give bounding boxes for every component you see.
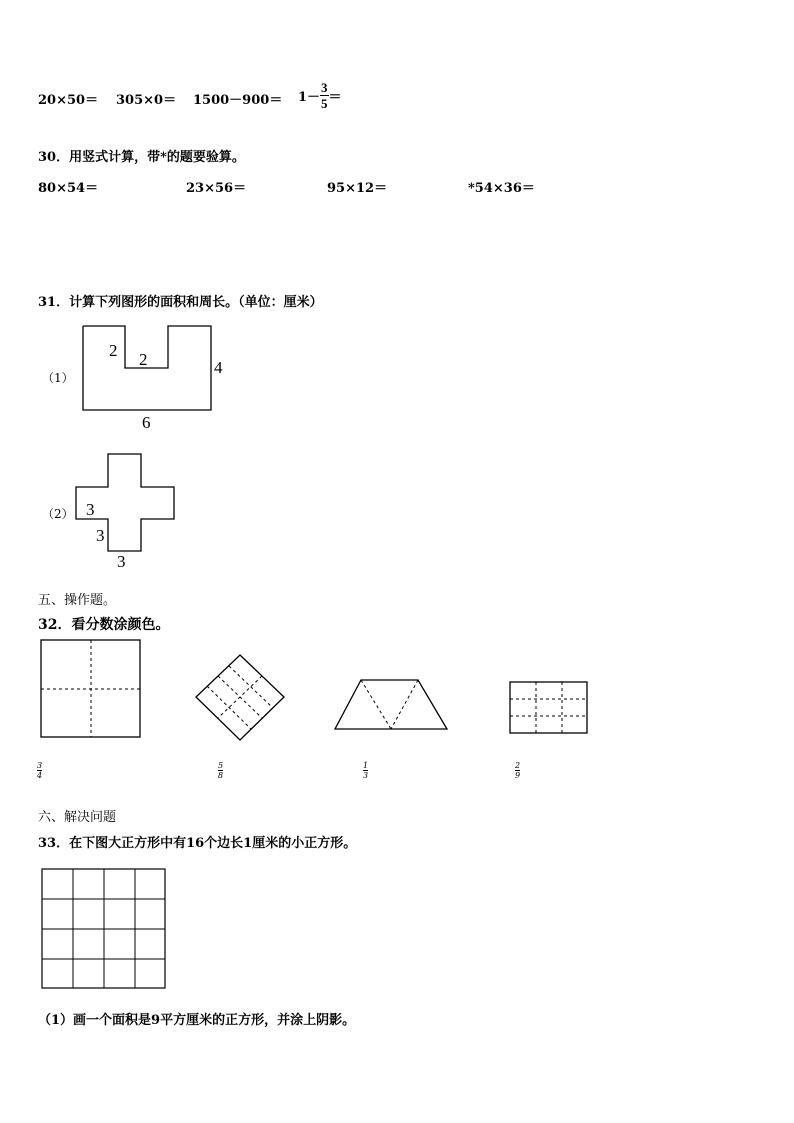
q31-fig2-label-left: 3 [86, 500, 95, 519]
q32-fraction-3-den: 3 [363, 771, 369, 780]
q31-fig2-tag: （2） [42, 507, 74, 521]
q30-item-2: 23×56＝ [186, 181, 247, 196]
q33-title: 33．在下图大正方形中有16个边长1厘米的小正方形。 [38, 836, 357, 851]
fraction-denominator: 5 [321, 96, 328, 111]
q32-fraction-4-den: 9 [515, 771, 521, 780]
q30-item-3: 95×12＝ [327, 181, 388, 196]
q32-title: 32．看分数涂颜色。 [38, 617, 170, 633]
expr-1-suffix: ＝ [328, 90, 342, 105]
q30-item-4: *54×36＝ [468, 181, 535, 196]
q33-sub1: （1）画一个面积是9平方厘米的正方形，并涂上阴影。 [38, 1013, 356, 1028]
expr-1-prefix: 1－ [298, 90, 321, 105]
q31-fig1-label-notch-depth: 2 [109, 341, 118, 360]
q32-fraction-1-num: 3 [37, 761, 43, 770]
q32-fraction-4-num: 2 [515, 761, 521, 770]
expr-20x50: 20×50＝ [38, 93, 99, 108]
q30-title: 30．用竖式计算，带*的题要验算。 [38, 150, 245, 165]
q31-fig1-label-height: 4 [214, 358, 223, 377]
section-6-heading: 六、解决问题 [38, 810, 117, 825]
q31-fig1-label-width: 6 [142, 413, 151, 432]
q32-fraction-2-den: 8 [218, 771, 224, 780]
expr-305x0: 305×0＝ [116, 93, 177, 108]
q32-fraction-2-num: 5 [218, 761, 224, 770]
q31-fig2-label-lower: 3 [96, 526, 105, 545]
q31-fig2-label-bottom: 3 [117, 552, 126, 571]
q31-fig1-label-notch-width: 2 [139, 350, 148, 369]
q32-fraction-3-num: 1 [363, 761, 369, 770]
fraction-numerator: 3 [321, 80, 328, 95]
expr-1500-900: 1500－900＝ [193, 93, 283, 108]
q31-title: 31．计算下列图形的面积和周长。（单位：厘米） [38, 295, 323, 310]
q32-fraction-1-den: 4 [37, 771, 43, 780]
section-5-heading: 五、操作题。 [38, 593, 117, 608]
q31-fig1-tag: （1） [42, 371, 74, 385]
q30-item-1: 80×54＝ [38, 181, 99, 196]
